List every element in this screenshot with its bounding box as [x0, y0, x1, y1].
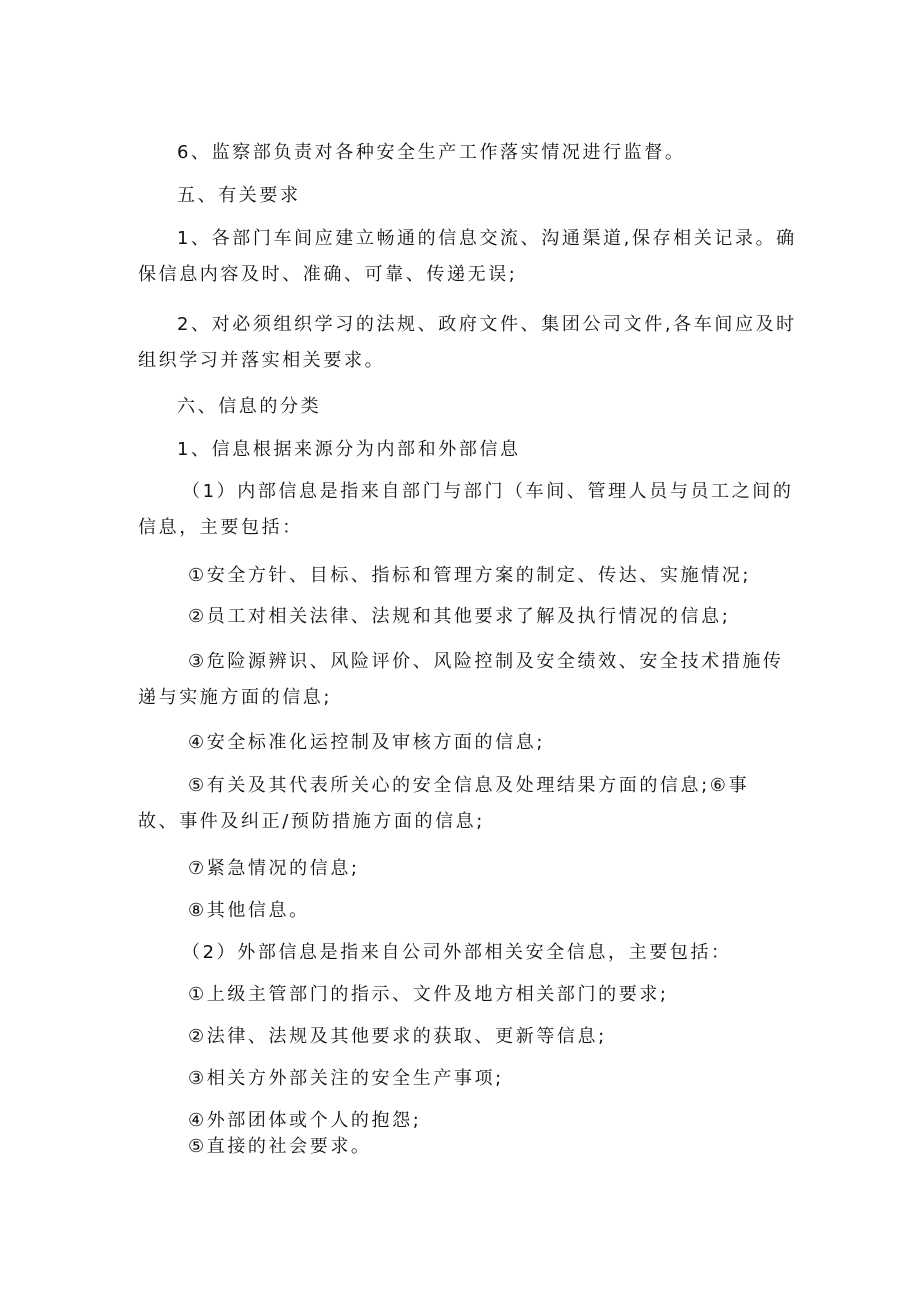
text-line: ③相关方外部关注的安全生产事项; [188, 1068, 504, 1089]
text-line: （1）内部信息是指来自部门与部门（车间、管理人员与员工之间的 [182, 481, 794, 502]
list-item-external-1 [188, 985, 669, 1005]
text-line: 组织学习并落实相关要求。 [138, 350, 386, 371]
text-line: （2）外部信息是指来自公司外部相关安全信息，主要包括： [182, 942, 732, 963]
text-line: ①安全方针、目标、指标和管理方案的制定、传达、实施情况; [188, 565, 751, 586]
list-item-external-3 [188, 1069, 504, 1089]
list-item-external-2 [188, 1027, 607, 1047]
text-line: ⑤直接的社会要求。 [188, 1136, 372, 1157]
list-item-internal-3 [138, 652, 784, 708]
list-item-external-5 [188, 1137, 372, 1157]
list-item-internal-7 [188, 859, 360, 879]
paragraph-requirement-1 [138, 229, 797, 285]
text-line: 1、信息根据来源分为内部和外部信息 [177, 439, 521, 460]
text-line: 递与实施方面的信息; [138, 687, 333, 708]
paragraph-internal-info [138, 482, 793, 538]
list-item-internal-5-6 [138, 776, 749, 832]
list-item-internal-1 [188, 566, 751, 586]
paragraph-classification-1 [177, 440, 521, 460]
text-line: 六、信息的分类 [177, 396, 322, 417]
text-line: 保信息内容及时、准确、可靠、传递无误; [138, 264, 518, 285]
text-line: ②法律、法规及其他要求的获取、更新等信息; [188, 1026, 607, 1047]
paragraph-6-supervision [177, 143, 685, 163]
text-line: 信息，主要包括： [138, 517, 303, 538]
text-line: ③危险源辨识、风险评价、风险控制及安全绩效、安全技术措施传 [188, 651, 784, 672]
text-line: ⑦紧急情况的信息; [188, 858, 360, 879]
list-item-internal-2 [188, 607, 730, 627]
paragraph-external-info [182, 943, 732, 963]
section-heading-6 [177, 397, 321, 417]
text-line: ④安全标准化运控制及审核方面的信息; [188, 732, 545, 753]
text-line: 2、对必须组织学习的法规、政府文件、集团公司文件,各车间应及时 [177, 314, 797, 335]
paragraph-requirement-2 [138, 315, 797, 371]
text-line: ⑤有关及其代表所关心的安全信息及处理结果方面的信息;⑥事 [188, 775, 750, 796]
text-line: ①上级主管部门的指示、文件及地方相关部门的要求; [188, 984, 669, 1005]
text-line: ④外部团体或个人的抱怨; [188, 1110, 422, 1131]
list-item-external-4 [188, 1111, 421, 1131]
text-line: ②员工对相关法律、法规和其他要求了解及执行情况的信息; [188, 606, 731, 627]
list-item-internal-4 [188, 733, 545, 753]
text-line: 故、事件及纠正/预防措施方面的信息; [138, 811, 485, 832]
list-item-internal-8 [188, 901, 310, 921]
section-heading-5 [177, 186, 301, 206]
text-line: 1、各部门车间应建立畅通的信息交流、沟通渠道,保存相关记录。确 [177, 228, 797, 249]
text-line: ⑧其他信息。 [188, 900, 310, 921]
text-line: 五、有关要求 [177, 185, 301, 206]
text-line: 6、监察部负责对各种安全生产工作落实情况进行监督。 [177, 142, 686, 163]
